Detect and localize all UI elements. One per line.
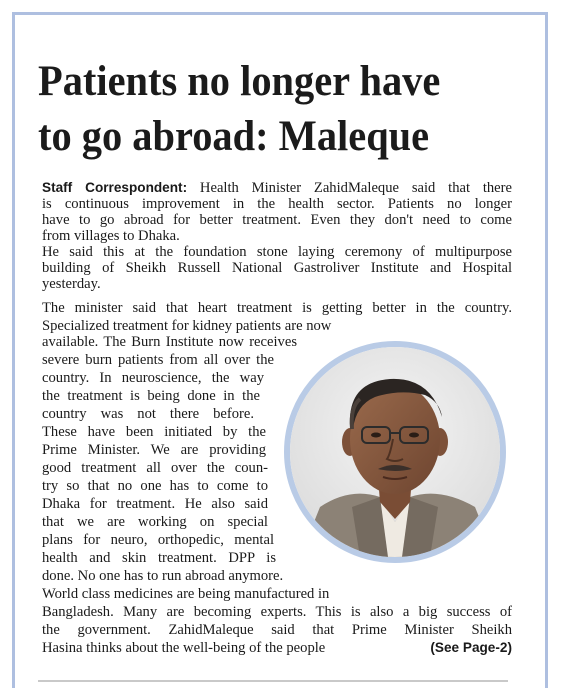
- article-line: World class medicines are being manufactured in: [42, 586, 330, 602]
- article-line: Staff Correspondent: Health Minister ZahidMaleque said that there: [42, 180, 512, 196]
- portrait-photo-icon: [290, 347, 500, 557]
- article-line: The minister said that heart treatment is getting better in the country.: [42, 300, 512, 316]
- article-line: plans for neuro, orthopedic, mental: [42, 532, 274, 548]
- minister-photo: [284, 341, 506, 563]
- bottom-divider: [38, 680, 508, 682]
- article-line: Hasina thinks about the well-being of the people (See Page-2): [42, 640, 512, 656]
- article-line: try so that no one has to come to: [42, 478, 268, 494]
- article-line: the government. ZahidMaleque said that Prime Minister Sheikh: [42, 622, 512, 638]
- article-line: yesterday.: [42, 276, 101, 292]
- article-line: building of Sheikh Russell National Gastroliver Institute and Hospital: [42, 260, 512, 276]
- article-line: Bangladesh. Many are becoming experts. This is also a big success of: [42, 604, 512, 620]
- article-line: These have been initiated by the: [42, 424, 266, 440]
- byline: Staff Correspondent:: [42, 180, 188, 195]
- article-line: health and skin treatment. DPP is: [42, 550, 276, 566]
- article-line: the treatment is being done in the: [42, 388, 260, 404]
- article-line: Dhaka for treatment. He also said: [42, 496, 268, 512]
- article-line: country was not there before.: [42, 406, 254, 422]
- article-line: have to go abroad for better treatment. Even they don't need to come: [42, 212, 512, 228]
- article-line: country. In neuroscience, the way: [42, 370, 264, 386]
- article-line: available. The Burn Institute now receives: [42, 334, 297, 350]
- article-line: good treatment all over the coun-: [42, 460, 268, 476]
- headline: [38, 54, 508, 164]
- article-line: Prime Minister. We are providing: [42, 442, 266, 458]
- article-line: done. No one has to run abroad anymore.: [42, 568, 284, 584]
- see-page-reference[interactable]: (See Page-2): [430, 640, 512, 655]
- article-line: from villages to Dhaka.: [42, 228, 180, 244]
- headline-line-1: Patients no longer have: [38, 58, 441, 105]
- article-line: He said this at the foundation stone laying ceremony of multipurpose: [42, 244, 512, 260]
- article-line: that we are working on special: [42, 514, 268, 530]
- article-line: severe burn patients from all over the: [42, 352, 274, 368]
- article-line: is continuous improvement in the health sector. Patients no longer: [42, 196, 512, 212]
- headline-line-2: to go abroad: Maleque: [38, 113, 430, 160]
- article-line: Specialized treatment for kidney patients are now: [42, 318, 332, 334]
